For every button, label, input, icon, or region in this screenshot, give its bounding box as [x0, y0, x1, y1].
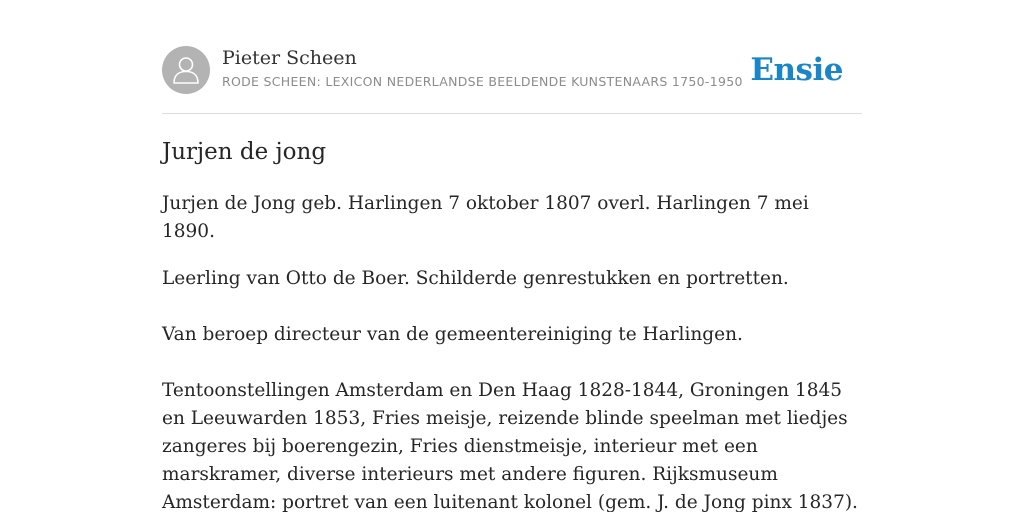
author-avatar[interactable]	[162, 46, 210, 94]
article-paragraph-exhibitions: Tentoonstellingen Amsterdam en Den Haag 1828-1844, Groningen 1845 en Leeuwarden 1853, Fries meisje, reizende blinde speelman met liedjes zangeres bij boerengezin, Fries dienstmeisje, interieur met een marskramer, diverse interieurs met andere figuren. Rijksmuseum Amsterdam: portret van een luitenant kolonel (gem. J. de Jong pinx 1837).	[162, 380, 858, 512]
author-header	[162, 46, 862, 114]
source-title[interactable]: RODE SCHEEN: LEXICON NEDERLANDSE BEELDENDE KUNSTENAARS 1750-1950	[222, 74, 743, 89]
user-silhouette-icon	[162, 46, 210, 94]
author-name[interactable]: Pieter Scheen	[222, 47, 357, 69]
article	[162, 136, 862, 512]
article-paragraph-profession: Van beroep directeur van de gemeentereiniging te Harlingen.	[162, 324, 743, 345]
article-paragraph-birth: Jurjen de Jong geb. Harlingen 7 oktober 1807 overl. Harlingen 7 mei 1890.	[162, 193, 809, 242]
article-title: Jurjen de jong	[162, 139, 327, 165]
ensie-logo[interactable]: Ensie	[750, 52, 843, 88]
article-paragraph-training: Leerling van Otto de Boer. Schilderde genrestukken en portretten.	[162, 268, 789, 289]
